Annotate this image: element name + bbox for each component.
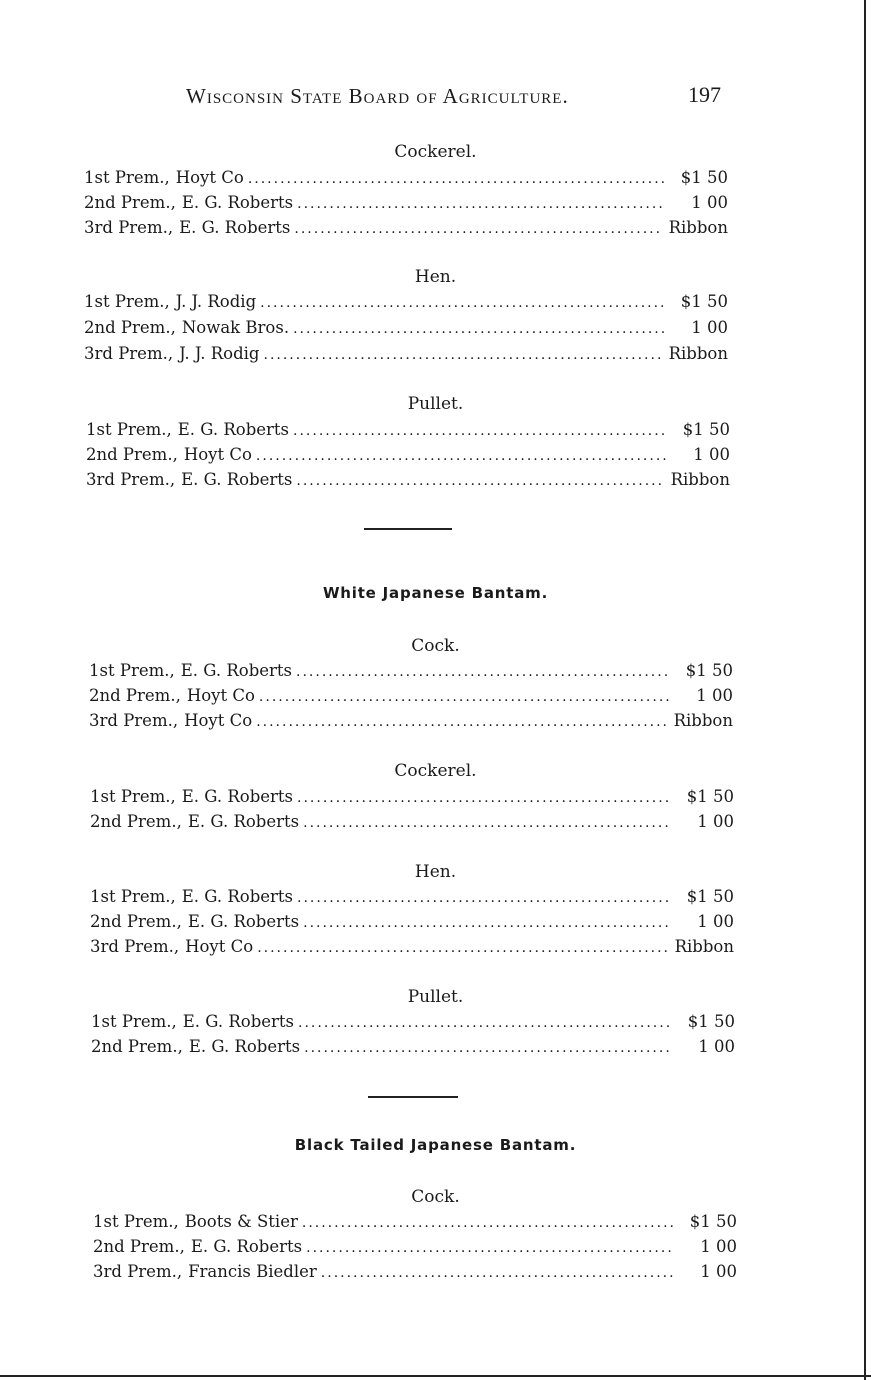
prize-place: 1st Prem., <box>93 1212 179 1231</box>
prize-entry <box>86 470 730 494</box>
prize-entry <box>84 168 728 192</box>
prize-winner: E. G. Roberts <box>182 1012 295 1031</box>
prize-winner: Hoyt Co <box>183 445 252 464</box>
prize-entry <box>93 1237 737 1261</box>
prize-place: 1st Prem., <box>91 1012 177 1031</box>
breed-heading: Black Tailed Japanese Bantam. <box>294 1136 577 1154</box>
class-heading-hen: Hen. <box>414 267 457 287</box>
prize-winner: E. G. Roberts <box>187 912 300 931</box>
prize-amount: 1 00 <box>697 912 734 931</box>
dot-leader <box>296 664 669 680</box>
page-edge-bottom <box>0 1375 871 1377</box>
dot-leader <box>297 790 670 806</box>
prize-winner: E. G. Roberts <box>177 420 290 439</box>
dot-leader <box>264 347 661 363</box>
dot-leader <box>303 915 670 931</box>
class-heading-hen: Hen. <box>414 862 457 882</box>
dot-leader <box>297 196 664 212</box>
prize-entry <box>90 787 734 811</box>
prize-winner: E. G. Roberts <box>179 218 291 237</box>
prize-entry <box>86 420 730 444</box>
prize-amount: $1 50 <box>680 292 728 311</box>
class-heading-cock: Cock. <box>411 636 460 656</box>
dot-leader <box>257 940 666 956</box>
prize-place: 3rd Prem., <box>86 470 176 489</box>
dot-leader <box>256 714 665 730</box>
prize-entry <box>93 1262 737 1286</box>
prize-amount: 1 00 <box>696 686 733 705</box>
prize-amount: Ribbon <box>673 711 733 730</box>
class-heading-cock: Cock. <box>411 1187 460 1207</box>
prize-winner: Hoyt Co <box>184 711 253 730</box>
dot-leader <box>293 423 666 439</box>
class-heading-cockerel: Cockerel. <box>394 761 477 781</box>
prize-amount: $1 50 <box>686 787 734 806</box>
class-heading-cockerel: Cockerel. <box>394 142 477 162</box>
prize-amount: Ribbon <box>674 937 734 956</box>
prize-amount: 1 00 <box>698 1037 735 1056</box>
dot-leader <box>294 221 660 237</box>
prize-winner: Francis Biedler <box>188 1262 317 1281</box>
prize-entry <box>84 292 728 316</box>
prize-winner: E. G. Roberts <box>181 787 294 806</box>
prize-amount: 1 00 <box>691 318 728 337</box>
prize-entry <box>90 887 734 911</box>
prize-entry <box>84 193 728 217</box>
prize-winner: J. J. Rodig <box>175 292 257 311</box>
section-divider <box>368 1096 458 1098</box>
prize-entry <box>84 218 728 242</box>
prize-place: 2nd Prem., <box>89 686 181 705</box>
prize-winner: E. G. Roberts <box>181 470 293 489</box>
prize-amount: Ribbon <box>668 218 728 237</box>
prize-entry <box>89 711 733 735</box>
dot-leader <box>256 448 666 464</box>
dot-leader <box>306 1240 673 1256</box>
prize-winner: Hoyt Co <box>186 686 255 705</box>
dot-leader <box>296 473 662 489</box>
prize-entry <box>90 937 734 961</box>
section-divider <box>364 528 452 530</box>
prize-place: 2nd Prem., <box>84 193 176 212</box>
dot-leader <box>293 321 664 337</box>
prize-winner: E. G. Roberts <box>187 812 300 831</box>
prize-place: 1st Prem., <box>84 292 170 311</box>
prize-winner: E. G. Roberts <box>181 887 294 906</box>
prize-place: 1st Prem., <box>84 168 170 187</box>
prize-place: 1st Prem., <box>86 420 172 439</box>
prize-amount: 1 00 <box>693 445 730 464</box>
prize-entry <box>89 686 733 710</box>
page-title: Wisconsin State Board of Agriculture. <box>186 84 569 108</box>
prize-amount: $1 50 <box>685 661 733 680</box>
prize-amount: Ribbon <box>668 344 728 363</box>
prize-winner: Boots & Stier <box>184 1212 298 1231</box>
breed-heading: White Japanese Bantam. <box>322 584 549 602</box>
prize-winner: E. G. Roberts <box>180 661 293 680</box>
prize-amount: $1 50 <box>680 168 728 187</box>
prize-place: 3rd Prem., <box>89 711 179 730</box>
dot-leader <box>304 1040 671 1056</box>
dot-leader <box>321 1265 673 1281</box>
prize-amount: $1 50 <box>687 1012 735 1031</box>
dot-leader <box>248 171 664 187</box>
prize-entry <box>84 318 728 342</box>
prize-amount: 1 00 <box>697 812 734 831</box>
page-edge-right <box>864 0 866 1380</box>
prize-amount: $1 50 <box>689 1212 737 1231</box>
prize-amount: $1 50 <box>682 420 730 439</box>
dot-leader <box>298 1015 671 1031</box>
prize-place: 1st Prem., <box>89 661 175 680</box>
dot-leader <box>302 1215 673 1231</box>
prize-entry <box>91 1012 735 1036</box>
prize-entry <box>86 445 730 469</box>
prize-winner: Hoyt Co <box>175 168 244 187</box>
prize-amount: 1 00 <box>691 193 728 212</box>
prize-place: 2nd Prem., <box>90 812 182 831</box>
running-head <box>0 84 871 114</box>
prize-amount: $1 50 <box>686 887 734 906</box>
prize-place: 3rd Prem., <box>84 344 174 363</box>
prize-entry <box>91 1037 735 1061</box>
prize-place: 2nd Prem., <box>90 912 182 931</box>
prize-winner: E. G. Roberts <box>181 193 294 212</box>
page-number: 197 <box>688 82 721 107</box>
prize-entry <box>84 344 728 368</box>
prize-amount: 1 00 <box>700 1262 737 1281</box>
prize-place: 1st Prem., <box>90 887 176 906</box>
prize-entry <box>90 812 734 836</box>
prize-winner: E. G. Roberts <box>188 1037 301 1056</box>
prize-place: 3rd Prem., <box>93 1262 183 1281</box>
prize-place: 1st Prem., <box>90 787 176 806</box>
prize-winner: E. G. Roberts <box>190 1237 303 1256</box>
prize-amount: Ribbon <box>670 470 730 489</box>
prize-place: 2nd Prem., <box>91 1037 183 1056</box>
prize-entry <box>93 1212 737 1236</box>
prize-winner: J. J. Rodig <box>179 344 260 363</box>
class-heading-pullet: Pullet. <box>407 987 464 1007</box>
class-heading-pullet: Pullet. <box>407 394 464 414</box>
prize-place: 3rd Prem., <box>84 218 174 237</box>
prize-entry <box>90 912 734 936</box>
prize-place: 2nd Prem., <box>84 318 176 337</box>
prize-amount: 1 00 <box>700 1237 737 1256</box>
dot-leader <box>260 295 664 311</box>
prize-entry <box>89 661 733 685</box>
prize-place: 2nd Prem., <box>86 445 178 464</box>
dot-leader <box>303 815 670 831</box>
dot-leader <box>297 890 670 906</box>
dot-leader <box>259 689 669 705</box>
prize-winner: Hoyt Co <box>185 937 254 956</box>
prize-place: 3rd Prem., <box>90 937 180 956</box>
prize-winner: Nowak Bros. <box>181 318 290 337</box>
prize-place: 2nd Prem., <box>93 1237 185 1256</box>
